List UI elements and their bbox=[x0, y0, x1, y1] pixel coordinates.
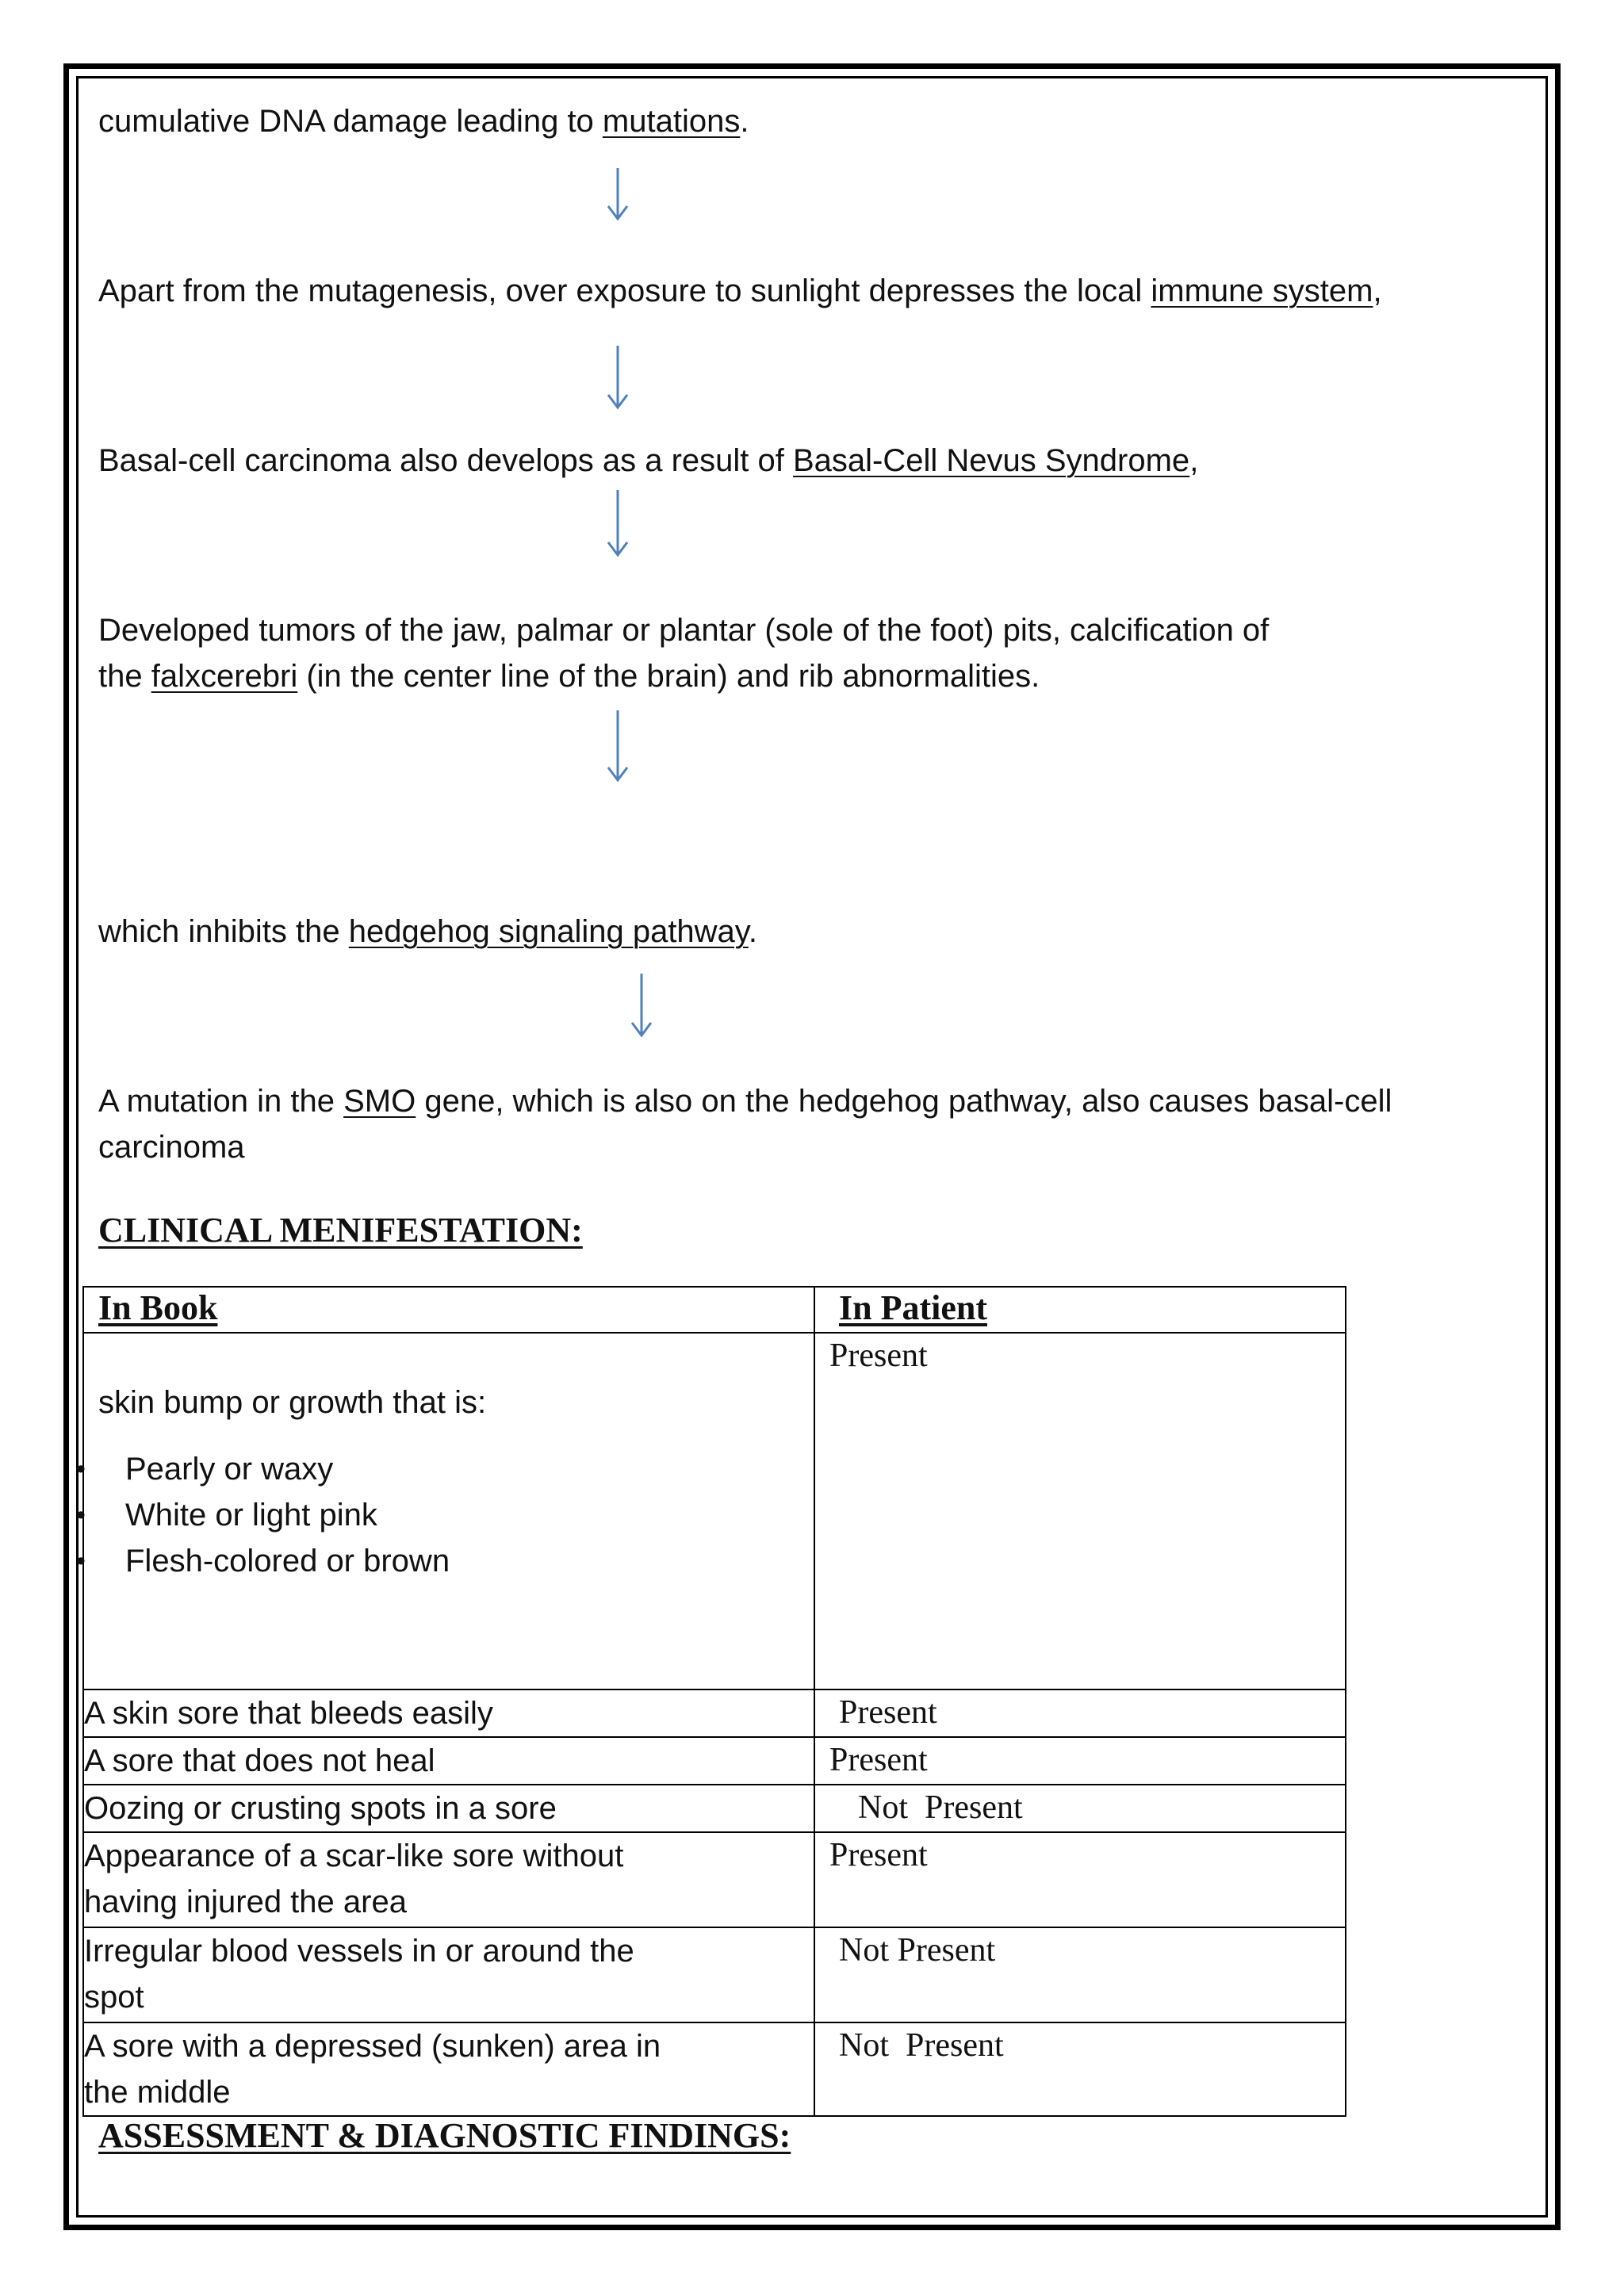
bullet-icon: • bbox=[76, 1454, 86, 1484]
clinical-table bbox=[76, 1286, 1346, 2117]
down-arrow-icon bbox=[602, 344, 634, 411]
flow-text: . bbox=[748, 914, 757, 949]
symptom-bullet-list bbox=[76, 1446, 814, 1584]
book-cell: Irregular blood vessels in or around the spot bbox=[83, 1927, 814, 2022]
flow-text: Developed tumors of the jaw, palmar or plantar (sole of the foot) pits, calcification of bbox=[98, 613, 1270, 648]
patient-cell: Present bbox=[814, 1737, 1346, 1785]
flow-text: carcinoma bbox=[98, 1130, 245, 1165]
flow-text: Apart from the mutagenesis, over exposure to sunlight depresses the local bbox=[98, 274, 1151, 308]
column-header-patient: In Patient bbox=[814, 1287, 1346, 1333]
bullet-icon: • bbox=[76, 1500, 86, 1530]
clinical-heading: CLINICAL MENIFESTATION: bbox=[98, 1211, 583, 1249]
table-row bbox=[83, 1333, 1346, 1689]
list-item: • Flesh-colored or brown bbox=[84, 1538, 814, 1584]
patient-cell: Present bbox=[814, 1333, 1346, 1689]
flow-text: cumulative DNA damage leading to bbox=[98, 104, 603, 139]
flow-step-3 bbox=[98, 438, 1198, 484]
falxcerebri-link[interactable]: falxcerebri bbox=[151, 659, 298, 694]
book-cell: Oozing or crusting spots in a sore bbox=[83, 1785, 814, 1832]
table-row bbox=[83, 1737, 1346, 1785]
flow-step-4 bbox=[98, 607, 1269, 699]
book-cell: A sore that does not heal bbox=[83, 1737, 814, 1785]
assessment-heading: ASSESSMENT & DIAGNOSTIC FINDINGS: bbox=[98, 2116, 791, 2155]
flow-text: . bbox=[740, 104, 749, 139]
flow-text: A mutation in the bbox=[98, 1084, 344, 1119]
table-header-row bbox=[83, 1287, 1346, 1333]
book-cell bbox=[76, 1333, 814, 1689]
table-row bbox=[83, 2022, 1346, 2116]
flow-step-2 bbox=[98, 268, 1382, 314]
column-header-book: In Book bbox=[83, 1287, 814, 1333]
bullet-icon: • bbox=[76, 1546, 86, 1576]
patient-cell: Not Present bbox=[814, 1785, 1346, 1832]
symptom-intro: skin bump or growth that is: bbox=[98, 1385, 487, 1420]
flow-text: the bbox=[98, 659, 151, 694]
immune-system-link[interactable]: immune system bbox=[1151, 274, 1373, 308]
flow-step-6 bbox=[98, 1078, 1392, 1170]
list-item: • White or light pink bbox=[84, 1492, 814, 1538]
mutations-link[interactable]: mutations bbox=[602, 104, 741, 139]
table-row bbox=[83, 1832, 1346, 1927]
table-row bbox=[83, 1927, 1346, 2022]
patient-cell: Present bbox=[814, 1832, 1346, 1927]
smo-link[interactable]: SMO bbox=[343, 1084, 416, 1119]
book-cell: A sore with a depressed (sunken) area in the middle bbox=[83, 2022, 814, 2116]
list-item: • Pearly or waxy bbox=[84, 1446, 814, 1492]
flow-text: (in the center line of the brain) and rib abnormalities. bbox=[297, 659, 1040, 694]
flow-step-1 bbox=[98, 98, 749, 144]
flow-text: Basal-cell carcinoma also develops as a result of bbox=[98, 443, 793, 478]
hedgehog-pathway-link[interactable]: hedgehog signaling pathway bbox=[348, 914, 749, 949]
flow-text: which inhibits the bbox=[98, 914, 349, 949]
nevus-syndrome-link[interactable]: Basal-Cell Nevus Syndrome bbox=[792, 443, 1190, 478]
patient-cell: Not Present bbox=[814, 1927, 1346, 2022]
down-arrow-icon bbox=[602, 166, 634, 222]
book-cell: A skin sore that bleeds easily bbox=[83, 1689, 814, 1737]
book-cell: Appearance of a scar-like sore without having injured the area bbox=[83, 1832, 814, 1927]
down-arrow-icon bbox=[602, 488, 634, 558]
table-row bbox=[83, 1689, 1346, 1737]
table-row bbox=[83, 1785, 1346, 1832]
flow-text: , bbox=[1373, 274, 1382, 308]
flow-step-5 bbox=[98, 909, 757, 955]
down-arrow-icon bbox=[626, 972, 657, 1039]
flow-text: gene, which is also on the hedgehog pathway, also causes basal-cell bbox=[416, 1084, 1392, 1119]
flow-text: , bbox=[1189, 443, 1199, 478]
down-arrow-icon bbox=[602, 709, 634, 783]
patient-cell: Not Present bbox=[814, 2022, 1346, 2116]
patient-cell: Present bbox=[814, 1689, 1346, 1737]
